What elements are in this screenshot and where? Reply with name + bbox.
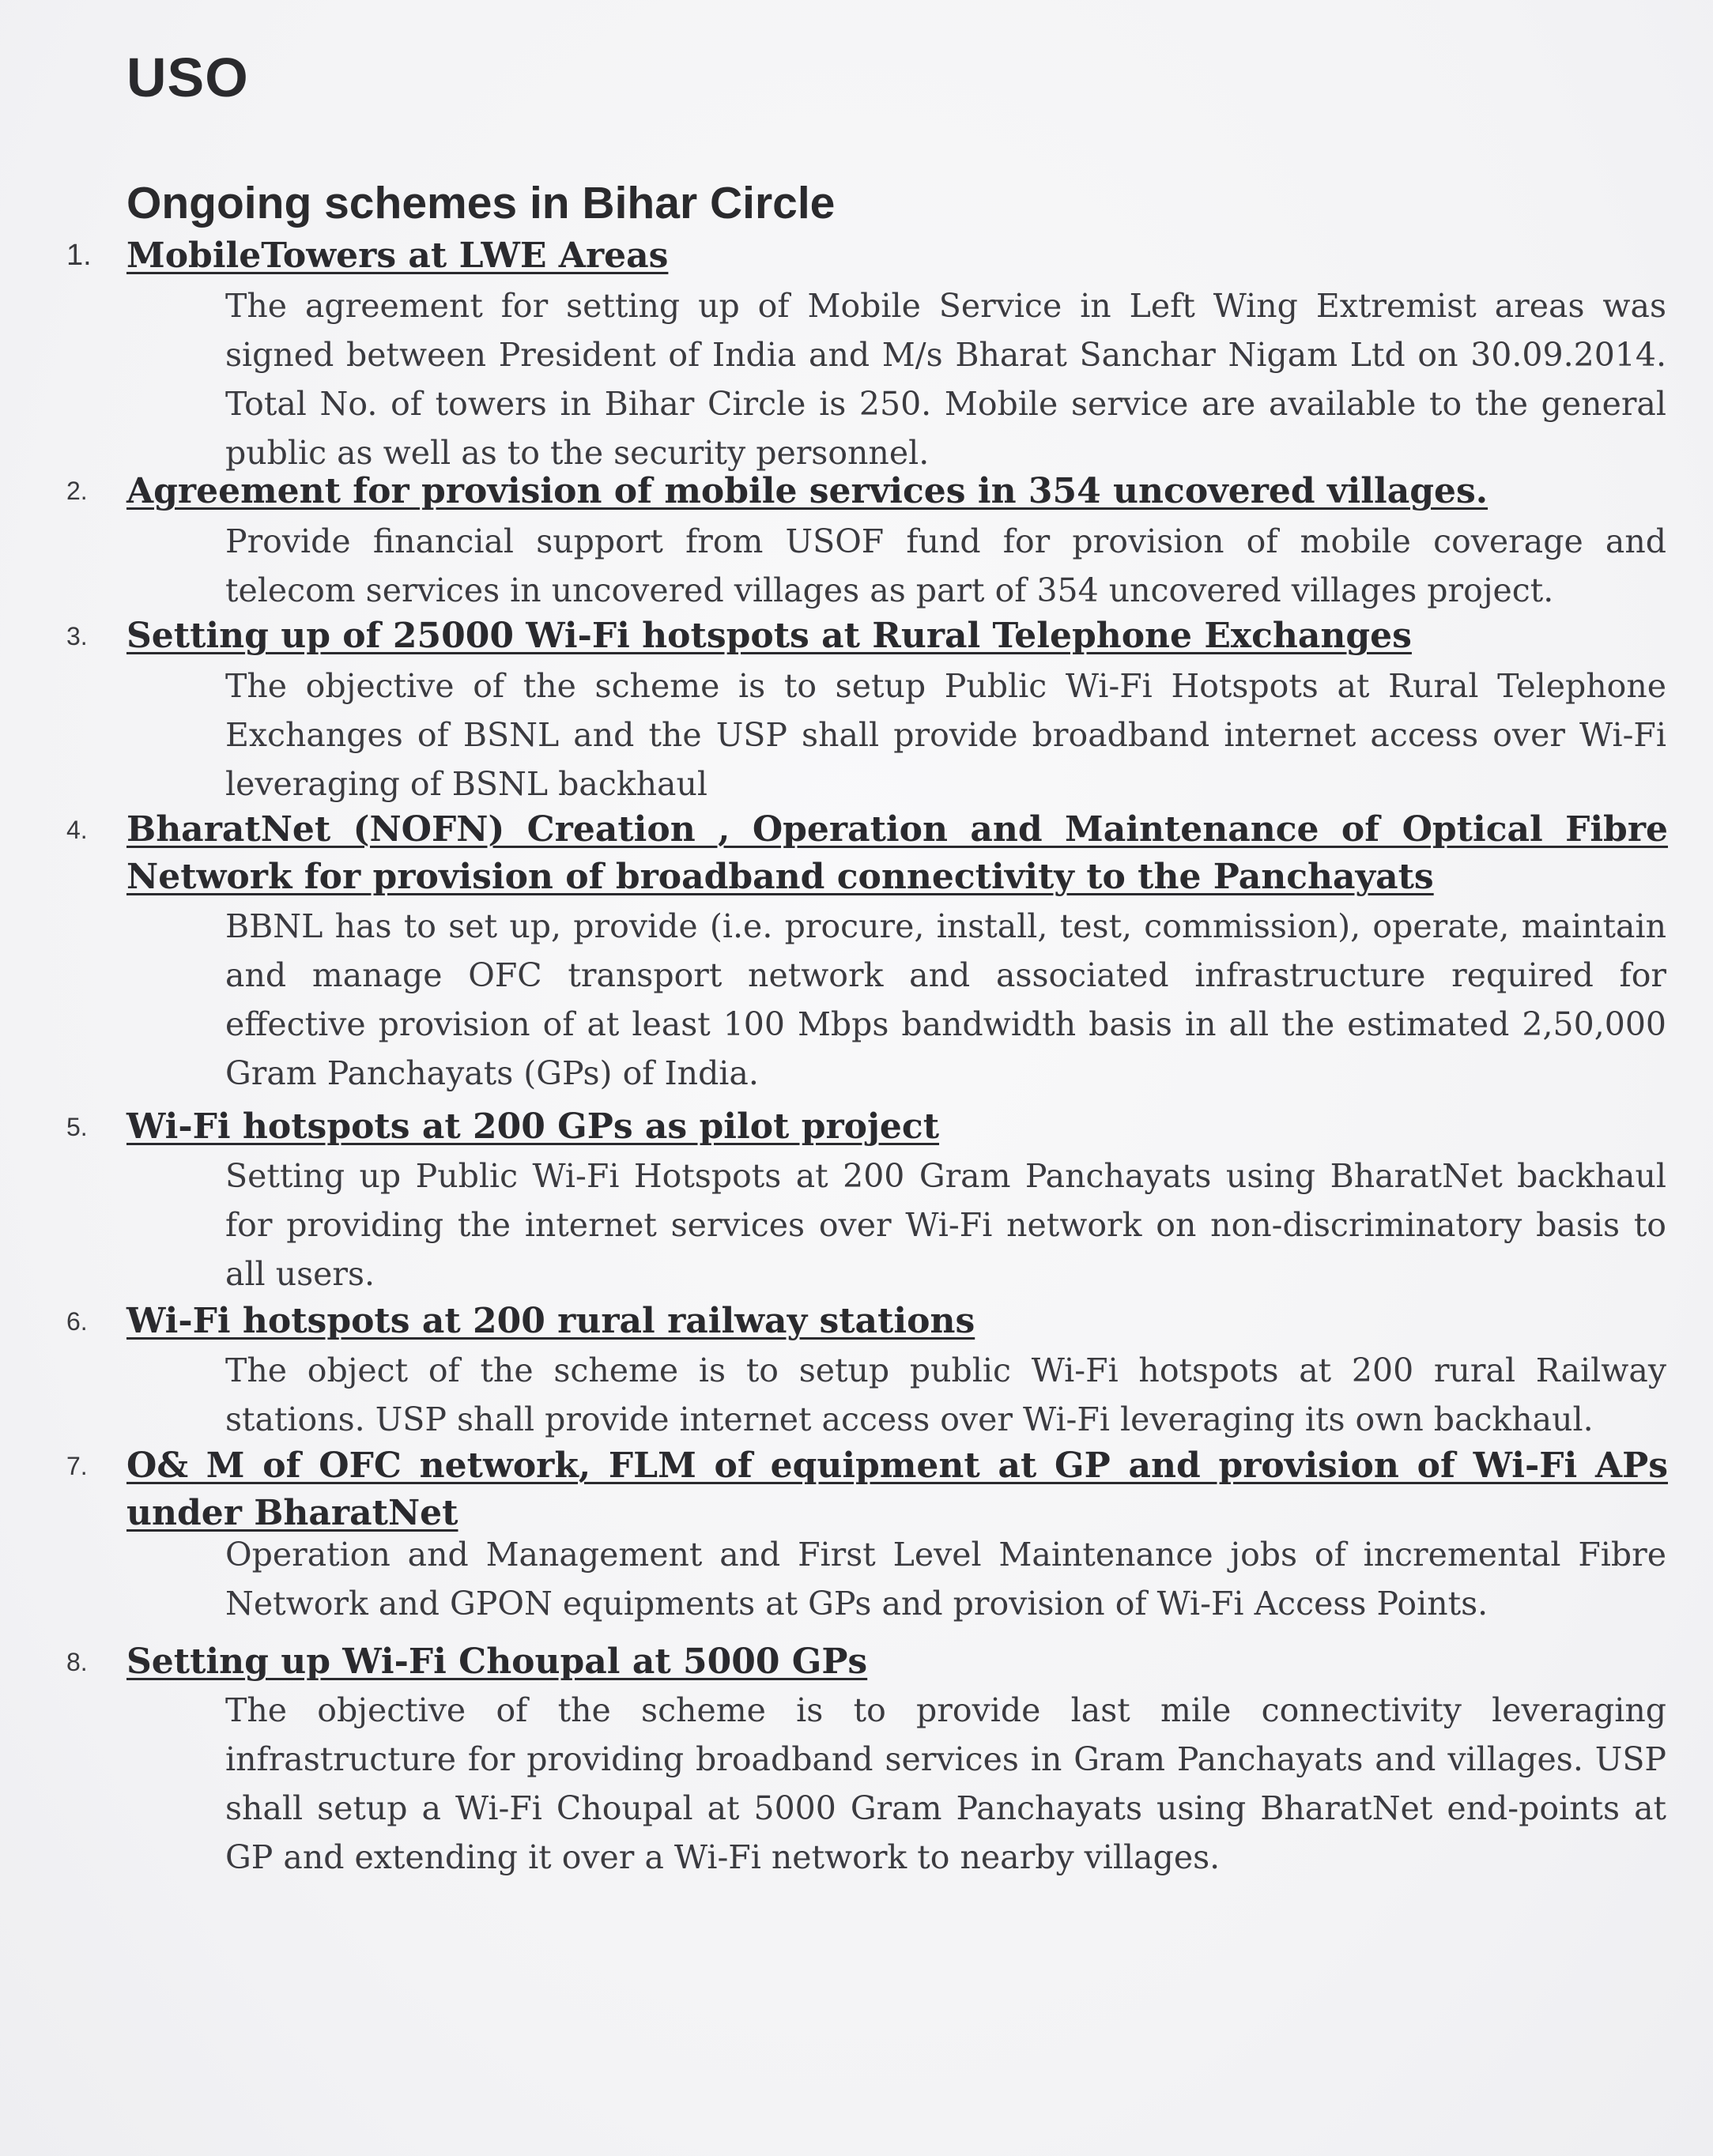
scheme-number: 2.	[66, 477, 88, 505]
scheme-description: The agreement for setting up of Mobile Service in Left Wing Extremist areas was signed between President of India and M/s Bharat Sanchar Nigam Ltd on 30.09.2014. Total No. of towers in Bihar Circle is 250. Mobile service are available to the general public as well as to the security personnel.	[225, 287, 1666, 472]
scheme-number: 4.	[66, 816, 88, 844]
scheme-title: Setting up Wi-Fi Choupal at 5000 GPs	[126, 1642, 868, 1682]
scheme-description: BBNL has to set up, provide (i.e. procure, install, test, commission), operate, maintain and manage OFC transport network and associated infrastructure required for effective provision of at least 100 Mbps bandwidth basis in all the estimated 2,50,000 Gram Panchayats (GPs) of India.	[225, 907, 1666, 1092]
scheme-title: MobileTowers at LWE Areas	[126, 236, 669, 276]
scheme-title: Agreement for provision of mobile services in 354 uncovered villages.	[126, 471, 1488, 511]
document-title: USO	[126, 47, 249, 108]
document-subtitle: Ongoing schemes in Bihar Circle	[126, 178, 836, 228]
scheme-number: 5.	[66, 1113, 88, 1141]
scheme-number: 1.	[66, 239, 92, 272]
scheme-title: Wi-Fi hotspots at 200 GPs as pilot project	[126, 1106, 940, 1147]
scheme-title: Setting up of 25000 Wi-Fi hotspots at Rural Telephone Exchanges	[126, 616, 1412, 656]
scheme-description: The object of the scheme is to setup public Wi-Fi hotspots at 200 rural Railway stations. USP shall provide internet access over Wi-Fi leveraging its own backhaul.	[225, 1351, 1666, 1438]
scheme-number: 6.	[66, 1307, 88, 1336]
scheme-description: Setting up Public Wi-Fi Hotspots at 200 Gram Panchayats using BharatNet backhaul for providing the internet services over Wi-Fi network on non-discriminatory basis to all users.	[225, 1157, 1666, 1293]
scheme-title: O& M of OFC network, FLM of equipment at GP and provision of Wi-Fi APs under BharatNet	[126, 1446, 1668, 1533]
scheme-number: 7.	[66, 1452, 88, 1480]
scheme-title: Wi-Fi hotspots at 200 rural railway stations	[126, 1301, 975, 1341]
scheme-description: The objective of the scheme is to setup Public Wi-Fi Hotspots at Rural Telephone Exchanges of BSNL and the USP shall provide broadband internet access over Wi-Fi leveraging of BSNL backhaul	[225, 667, 1666, 803]
scheme-description: Operation and Management and First Level Maintenance jobs of incremental Fibre Network and GPON equipments at GPs and provision of Wi-Fi Access Points.	[225, 1536, 1666, 1623]
scheme-title: BharatNet (NOFN) Creation , Operation and Maintenance of Optical Fibre Network for provision of broadband connectivity to the Panchayats	[126, 809, 1668, 897]
scheme-description: Provide financial support from USOF fund for provision of mobile coverage and telecom services in uncovered villages as part of 354 uncovered villages project.	[225, 522, 1666, 609]
scheme-number: 8.	[66, 1648, 88, 1676]
scheme-description: The objective of the scheme is to provide last mile connectivity leveraging infrastructure for providing broadband services in Gram Panchayats and villages. USP shall setup a Wi-Fi Choupal at 5000 Gram Panchayats using BharatNet end-points at GP and extending it over a Wi-Fi network to nearby villages.	[225, 1691, 1666, 1876]
scheme-number: 3.	[66, 622, 88, 650]
